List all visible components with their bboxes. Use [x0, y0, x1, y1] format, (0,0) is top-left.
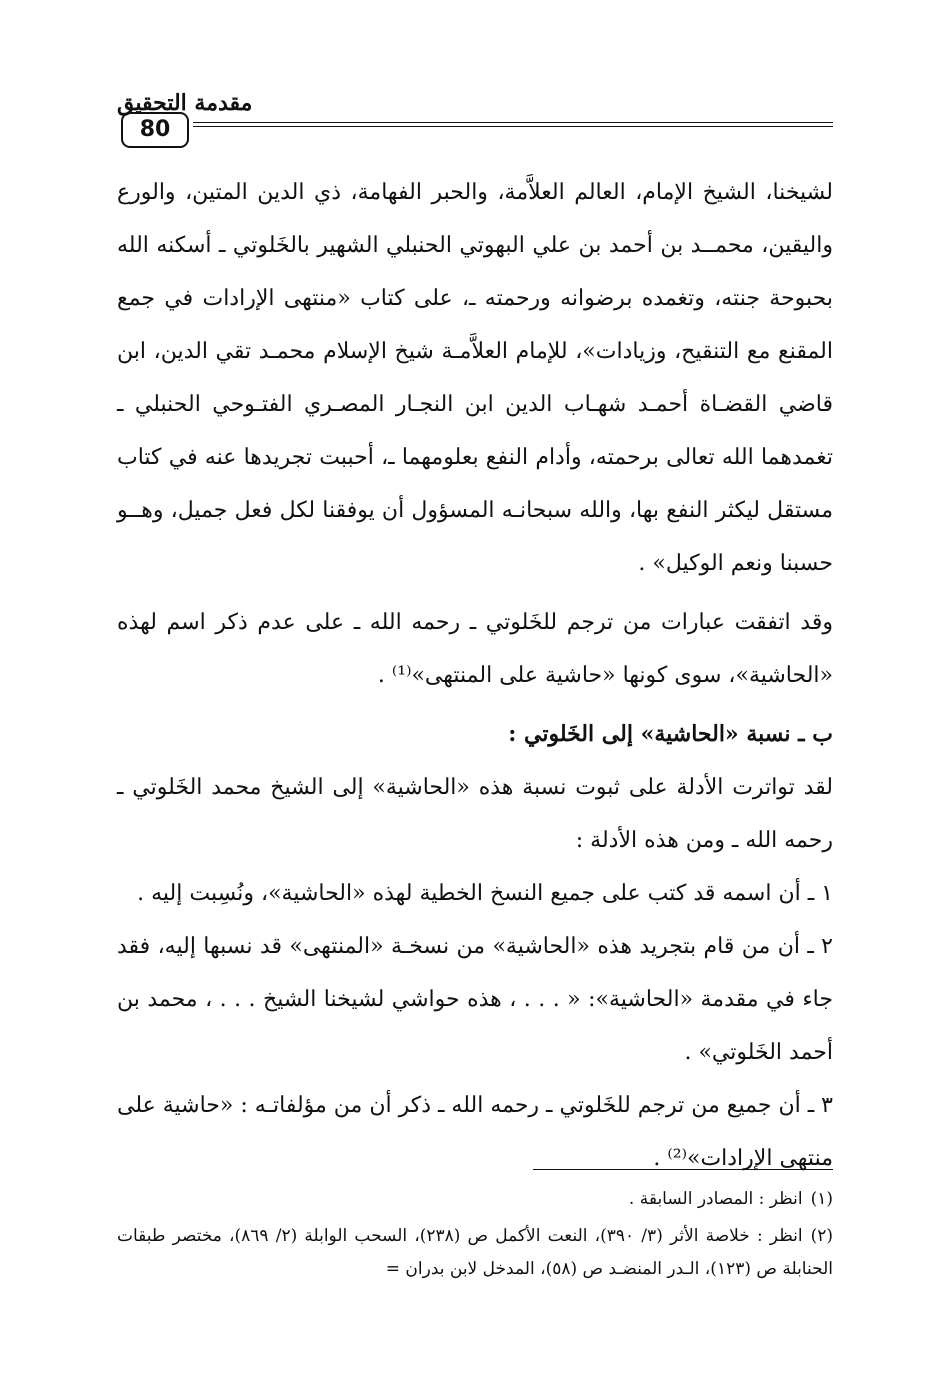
- footnote-separator: [533, 1169, 833, 1170]
- header-rule: [193, 122, 833, 127]
- paragraph-quote: لشيخنا، الشيخ الإمام، العالم العلاَّمة، والحبر الفهامة، ذي الدين المتين، والورع واليقين، محمــد بن أحمد بن علي البهوتي الحنبلي الشهير بالخَلوتي ـ أسكنه الله بحبوحة جنته، وتغمده برضوانه ورحمته ـ، على كتاب «منتهى الإرادات في جمع المقنع مع التنقيح، وزيادات»، للإمام العلاَّمـة شيخ الإسلام محمـد تقي الدين، ابن قاضي القضـاة أحمـد شهـاب الدين ابن النجـار المصـري الفتـوحي الحنبلي ـ تغمدهما الله تعالى برحمته، وأدام النفع بعلومهما ـ، أحببت تجريدها عنه في كتاب مستقل ليكثر النفع بها، والله سبحانـه المسؤول أن يوفقنا لكل فعل جميل، وهــو حسبنا ونعم الوكيل» .: [117, 180, 833, 576]
- footnote-1: [117, 1183, 833, 1216]
- evidence-item-1: ١ ـ أن اسمه قد كتب على جميع النسخ الخطية لهذه «الحاشية»، ونُسِبت إليه .: [137, 881, 833, 906]
- footnote-text: انظر : خلاصة الأثر (٣/ ٣٩٠)، النعت الأكمل ص (٢٣٨)، السحب الوابلة (٢/ ٨٦٩)، مختصر طبقات الحنابلة ص (١٢٣)، الـدر المنضـد ص (٥٨)، المدخل لابن بدران =: [117, 1226, 833, 1279]
- main-text: [117, 166, 833, 1185]
- paragraph-evidence-intro: لقد تواترت الأدلة على ثبوت نسبة هذه «الحاشية» إلى الشيخ محمد الخَلوتي ـ رحمه الله ـ ومن هذه الأدلة :: [117, 775, 833, 853]
- footnote-text: انظر : المصادر السابقة .: [628, 1189, 803, 1209]
- footnote-number: (١): [810, 1189, 833, 1209]
- section-heading: ب ـ نسبة «الحاشية» إلى الخَلوتي :: [508, 721, 833, 747]
- page-number: 80: [121, 112, 189, 148]
- running-title: مقدمة التحقيق: [117, 90, 253, 116]
- footnotes: [117, 1183, 833, 1286]
- footnote-2: [117, 1220, 833, 1286]
- evidence-item-2: ٢ ـ أن من قام بتجريد هذه «الحاشية» من نسخـة «المنتهى» قد نسبها إليه، فقد جاء في مقدمة «الحاشية»: « . . . ، هذه حواشي لشيخنا الشيخ . . . ، محمد بن أحمد الخَلوتي» .: [117, 934, 833, 1065]
- paragraph-name-note: وقد اتفقت عبارات من ترجم للخَلوتي ـ رحمه الله ـ على عدم ذكر اسم لهذه «الحاشية»، سوى كونها «حاشية على المنتهى»⁽¹⁾ .: [117, 610, 833, 688]
- evidence-item-3: ٣ ـ أن جميع من ترجم للخَلوتي ـ رحمه الله ـ ذكر أن من مؤلفاتـه : «حاشية على منتهى الإرادات»⁽²⁾ .: [117, 1093, 833, 1171]
- footnote-number: (٢): [810, 1226, 834, 1246]
- page-header: [117, 88, 833, 152]
